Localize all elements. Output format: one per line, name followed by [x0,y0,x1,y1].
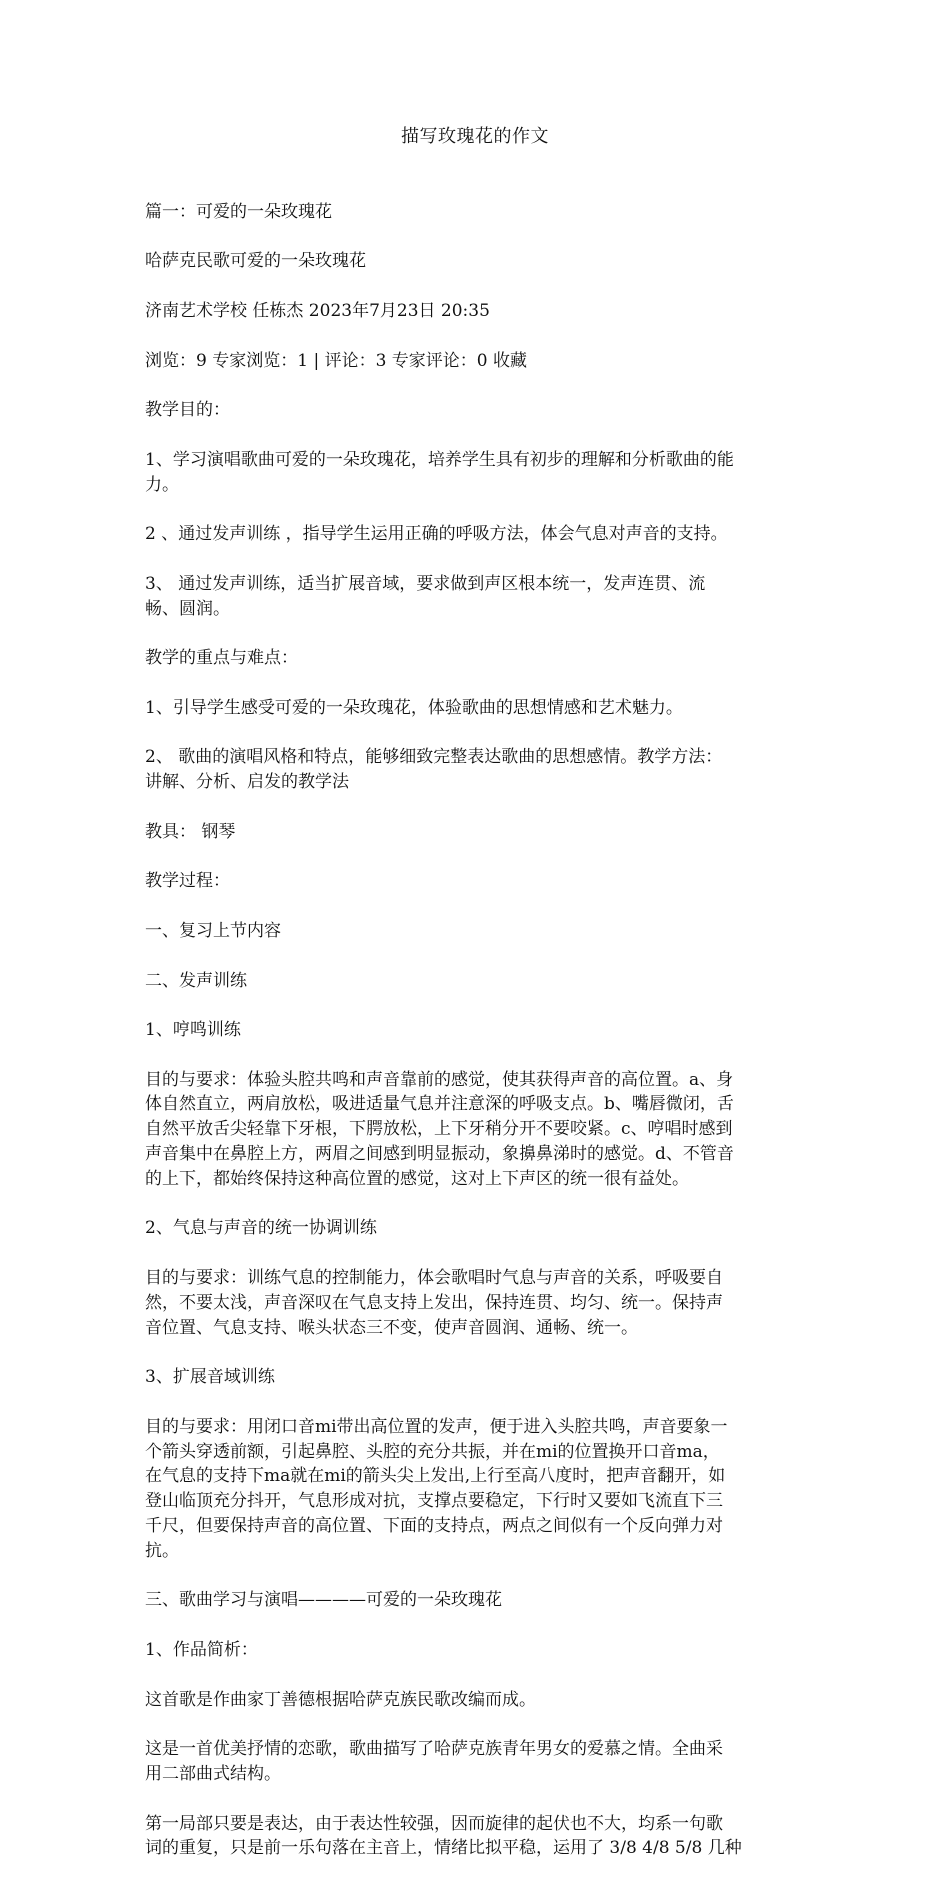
paragraph: 教学过程： [145,871,230,892]
paragraph: 教具： 钢琴 [145,821,236,842]
paragraph: 目的与要求：用闭口音mi带出高位置的发声，便于进入头腔共鸣，声音要象一 个箭头穿透前额，引起鼻腔、头腔的充分共振，并在mi的位置换开口音ma， 在气息的支持下ma就在mi的箭头尖上发出,上行至高八度时，把声音翻开，如 登山临顶充分抖开，气息形成对抗，支撑点要稳定，下行时又要如飞流直下三 千尺，但要保持声音的高位置、下面的支持点，两点之间似有一个反向弹力对 抗。 [145,1416,728,1561]
paragraph: 一、复习上节内容 [145,920,281,941]
paragraph: 目的与要求：体验头腔共鸣和声音靠前的感觉，使其获得声音的高位置。a、身 体自然直立，两肩放松，吸进适量气息并注意深的呼吸支点。b、嘴唇微闭，舌 自然平放舌尖轻靠下牙根，下腭放松，上下牙稍分开不要咬紧。c、哼唱时感到 声音集中在鼻腔上方，两眉之间感到明显振动，象擤鼻涕时的感觉。d、不管音 的上下，都始终保持这种高位置的感觉，这对上下声区的统一很有益处。 [145,1069,734,1189]
paragraph: 济南艺术学校 任栋杰 2023年7月23日 20:35 [145,300,490,321]
paragraph: 这首歌是作曲家丁善德根据哈萨克族民歌改编而成。 [145,1689,536,1710]
paragraph: 1、学习演唱歌曲可爱的一朵玫瑰花，培养学生具有初步的理解和分析歌曲的能 力。 [145,449,734,495]
paragraph: 1、作品简析： [145,1640,258,1661]
paragraph: 3、 通过发声训练，适当扩展音域，要求做到声区根本统一，发声连贯、流 畅、圆润。 [145,573,706,619]
paragraph: 三、歌曲学习与演唱————可爱的一朵玫瑰花 [145,1590,502,1611]
paragraph: 1、哼鸣训练 [145,1020,241,1041]
paragraph: 第一局部只要是表达，由于表达性较强，因而旋律的起伏也不大，均系一句歌 词的重复，只是前一乐句落在主音上，情绪比拟平稳，运用了 3/8 4/8 5/8 几种 [145,1813,742,1859]
paragraph: 1、引导学生感受可爱的一朵玫瑰花，体验歌曲的思想情感和艺术魅力。 [145,697,683,718]
paragraph: 这是一首优美抒情的恋歌，歌曲描写了哈萨克族青年男女的爱慕之情。全曲采 用二部曲式结构。 [145,1739,723,1784]
paragraph: 教学目的： [145,400,230,421]
paragraph: 教学的重点与难点： [145,648,298,669]
paragraph: 2、气息与声音的统一协调训练 [145,1218,377,1239]
paragraph: 哈萨克民歌可爱的一朵玫瑰花 [145,251,366,272]
paragraph: 二、发声训练 [145,970,247,991]
paragraph: 2 、通过发声训练 ，指导学生运用正确的呼吸方法，体会气息对声音的支持。 [145,524,728,545]
paragraph: 篇一：可爱的一朵玫瑰花 [145,201,332,222]
document-title: 描写玫瑰花的作文 [401,126,549,147]
document-body [145,175,813,1886]
paragraph: 浏览：9 专家浏览：1 | 评论：3 专家评论：0 收藏 [145,350,528,371]
paragraph: 目的与要求：训练气息的控制能力，体会歌唱时气息与声音的关系，呼吸要自 然，不要太浅，声音深叹在气息支持上发出，保持连贯、均匀、统一。保持声 音位置、气息支持、喉头状态三不变，使声音圆润、通畅、统一。 [145,1268,723,1338]
paragraph: 2、 歌曲的演唱风格和特点，能够细致完整表达歌曲的思想感情。教学方法： 讲解、分析、启发的教学法 [145,747,723,793]
paragraph: 3、扩展音域训练 [145,1367,275,1388]
